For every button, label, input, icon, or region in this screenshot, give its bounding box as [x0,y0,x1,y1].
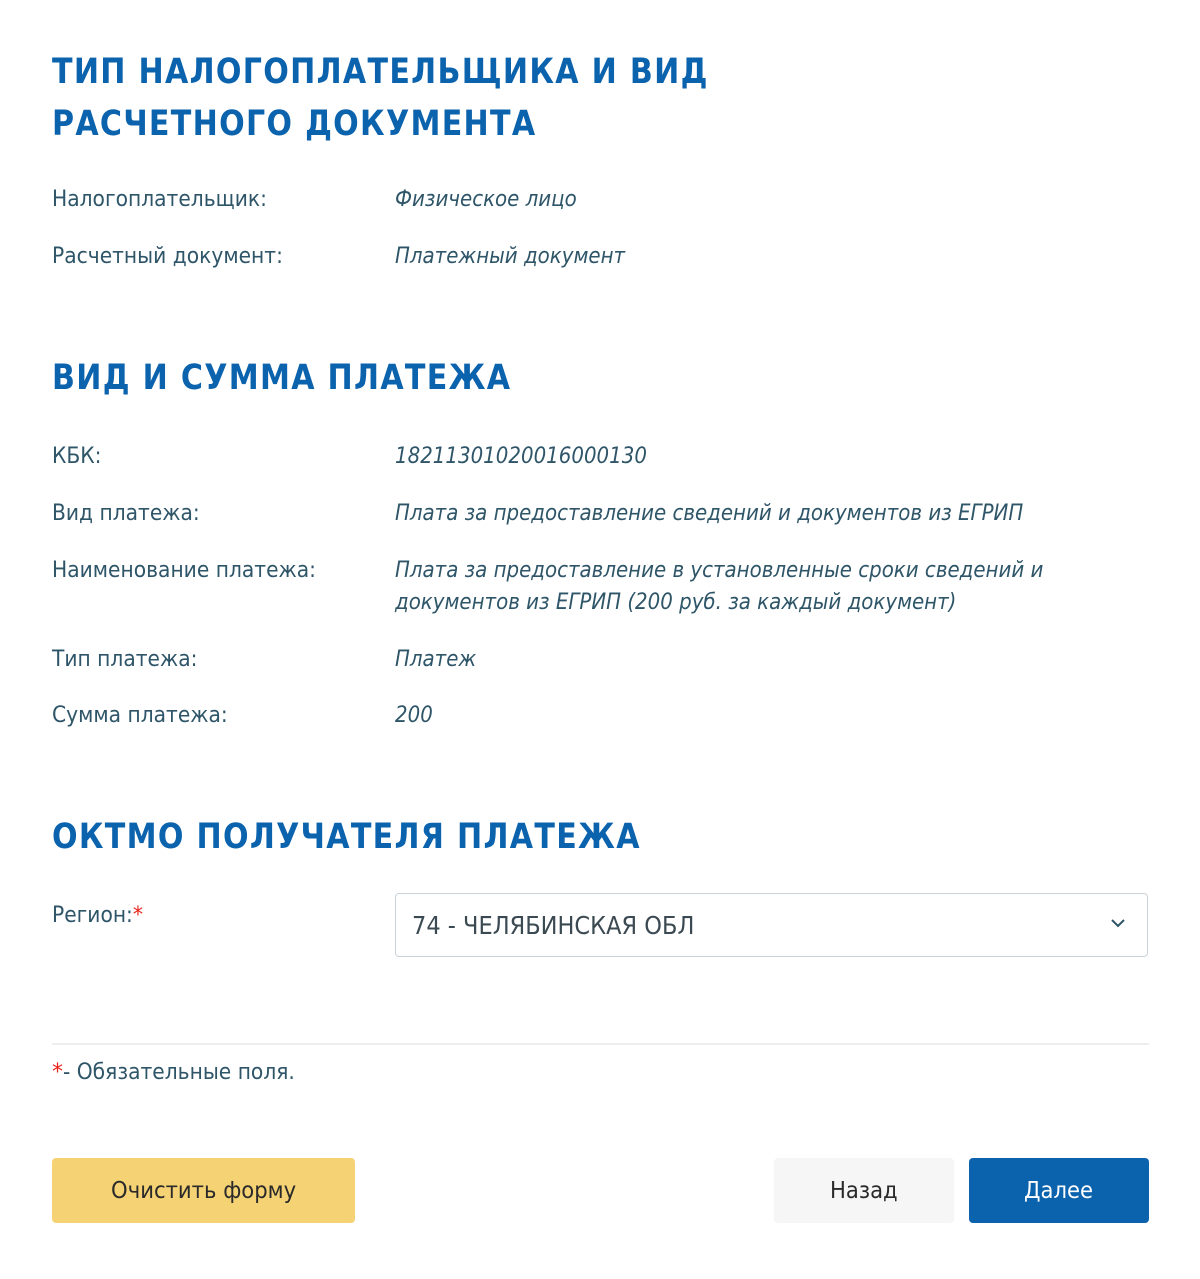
field-value: 18211301020016000130 [395,444,647,469]
required-fields-note: *- Обязательные поля. [52,1060,295,1085]
field-value: Плата за предоставление в установленные сроки сведений и документов из ЕГРИП (200 руб. за каждый документ) [395,558,1044,615]
required-asterisk: * [52,1060,63,1085]
back-button[interactable]: Назад [774,1158,954,1223]
divider [52,1043,1149,1045]
chevron-down-icon [1111,918,1125,928]
section-title-payment: ВИД И СУММА ПЛАТЕЖА [52,358,512,398]
field-value: Платежный документ [395,244,626,269]
section-title-taxpayer: ТИП НАЛОГОПЛАТЕЛЬЩИКА И ВИД РАСЧЕТНОГО ДОКУМЕНТА [52,52,709,144]
field-label: Тип платежа: [52,647,198,672]
next-button[interactable]: Далее [969,1158,1149,1223]
field-label: Наименование платежа: [52,558,316,583]
region-select-value: 74 - ЧЕЛЯБИНСКАЯ ОБЛ [412,910,695,940]
field-label: Вид платежа: [52,501,200,526]
region-label: Регион:* [52,903,144,928]
region-select[interactable] [395,893,1148,957]
section-title-oktmo: ОКТМО ПОЛУЧАТЕЛЯ ПЛАТЕЖА [52,817,641,857]
field-value: Физическое лицо [395,187,577,212]
field-value: 200 [395,703,433,728]
clear-form-button[interactable]: Очистить форму [52,1158,355,1223]
field-label: КБК: [52,444,102,469]
field-value: Плата за предоставление сведений и документов из ЕГРИП [395,501,1024,526]
required-asterisk: * [132,903,144,928]
field-label: Сумма платежа: [52,703,228,728]
field-value: Платеж [395,647,477,672]
field-label: Расчетный документ: [52,244,283,269]
field-label: Налогоплательщик: [52,187,267,212]
